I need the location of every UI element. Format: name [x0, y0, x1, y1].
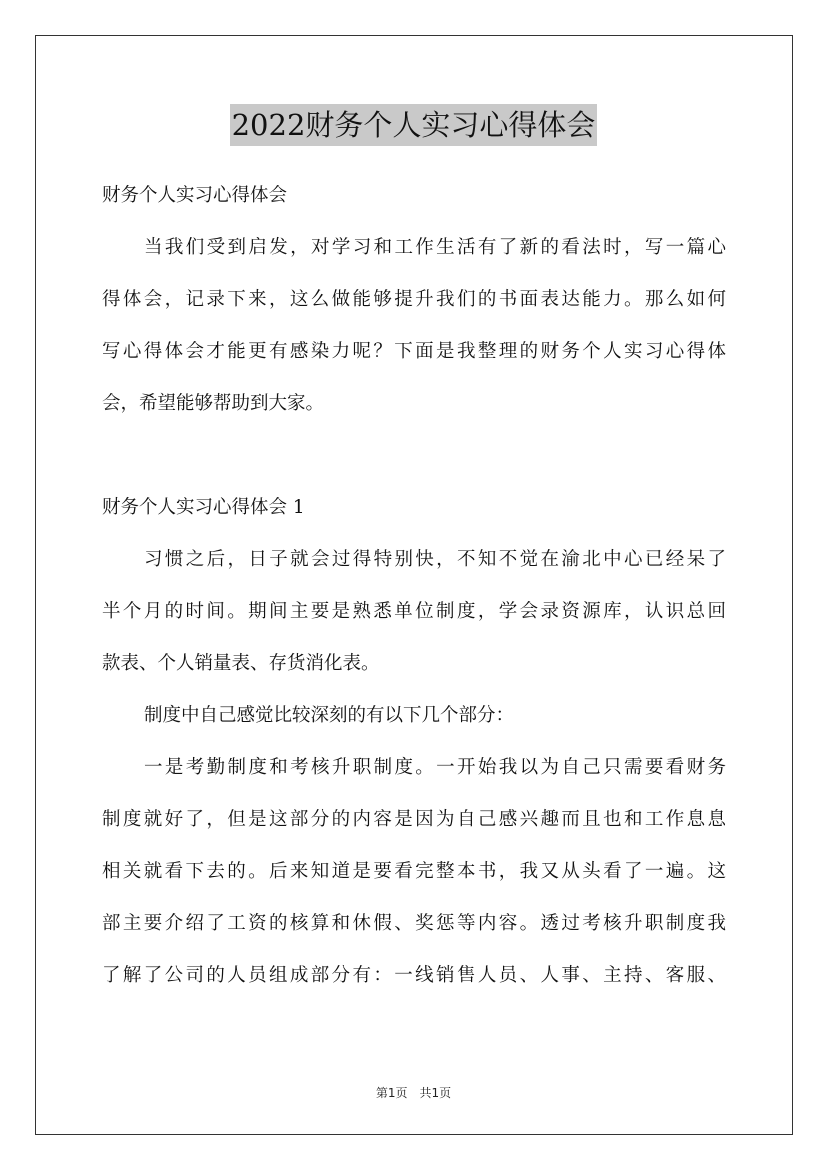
section-heading: 财务个人实习心得体会 1 — [102, 497, 305, 518]
intro-heading: 财务个人实习心得体会 — [102, 185, 288, 206]
page-footer: 第1页 共1页 — [375, 1086, 452, 1100]
paragraph-line: 半个月的时间。期间主要是熟悉单位制度，学会录资源库，认识总回 — [102, 601, 726, 622]
paragraph-line: 一是考勤制度和考核升职制度。一开始我以为自己只需要看财务 — [144, 757, 726, 778]
paragraph-line: 部主要介绍了工资的核算和休假、奖惩等内容。透过考核升职制度我 — [102, 913, 726, 934]
intro-line: 会，希望能够帮助到大家。 — [102, 393, 325, 414]
intro-line: 得体会，记录下来，这么做能够提升我们的书面表达能力。那么如何 — [102, 289, 726, 310]
paragraph-line: 了解了公司的人员组成部分有：一线销售人员、人事、主持、客服、 — [102, 965, 726, 986]
paragraph-gap — [102, 430, 726, 482]
paragraph-line: 习惯之后，日子就会过得特别快，不知不觉在渝北中心已经呆了 — [144, 549, 726, 570]
paragraph-line: 制度中自己感觉比较深刻的有以下几个部分： — [144, 705, 515, 726]
document-title: 2022财务个人实习心得体会 — [230, 104, 598, 146]
intro-line: 当我们受到启发，对学习和工作生活有了新的看法时，写一篇心 — [144, 237, 726, 258]
title-area — [0, 104, 827, 146]
document-body — [102, 170, 726, 1002]
paragraph-line: 相关就看下去的。后来知道是要看完整本书，我又从头看了一遍。这 — [102, 861, 726, 882]
paragraph-line: 制度就好了，但是这部分的内容是因为自己感兴趣而且也和工作息息 — [102, 809, 726, 830]
paragraph-line: 款表、个人销量表、存货消化表。 — [102, 653, 380, 674]
intro-line: 写心得体会才能更有感染力呢？下面是我整理的财务个人实习心得体 — [102, 341, 726, 362]
